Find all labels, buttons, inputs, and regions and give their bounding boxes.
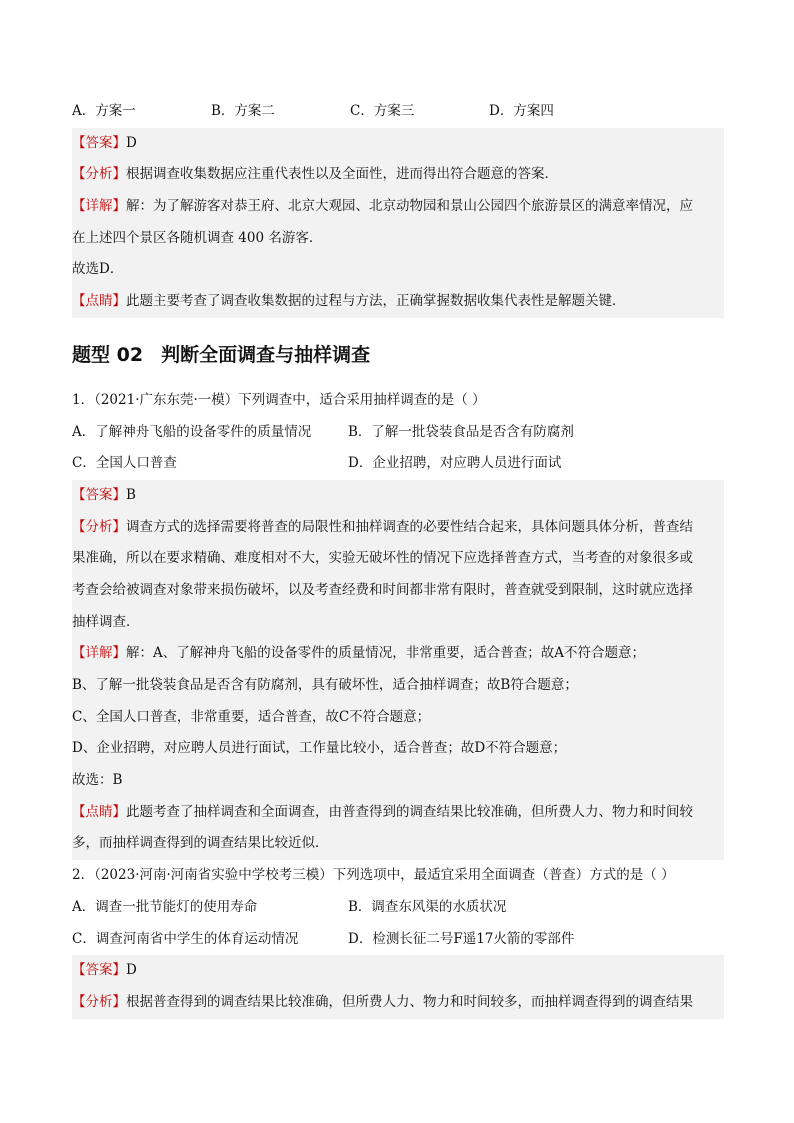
q1-option-b: B．了解一批袋装食品是否含有防腐剂 <box>348 423 574 440</box>
q2-option-b: B．调查东风渠的水质状况 <box>348 898 507 915</box>
q0-analysis: 【分析】根据调查收集数据应注重代表性以及全面性，进而得出符合题意的答案． <box>72 166 558 183</box>
analysis-tag: 【分析】 <box>72 518 126 535</box>
q1-comment-line-1: 【点睛】此题考查了抽样调查和全面调查，由普查得到的调查结果比较准确，但所费人力、物力和时间较 <box>72 803 693 820</box>
q2-analysis-line-1: 【分析】根据普查得到的调查结果比较准确，但所费人力、物力和时间较多，而抽样调查得到的调查结果 <box>72 993 693 1010</box>
q1-options-row-2 <box>72 448 724 480</box>
q1-option-d: D．企业招聘，对应聘人员进行面试 <box>348 455 562 472</box>
q2-option-a: A．调查一批节能灯的使用寿命 <box>72 898 258 915</box>
section-heading <box>72 325 724 385</box>
q2-stem: 2．（2023·河南·河南省实验中学校考三模）下列选项中，最适宜采用全面调查（普查）方式的是（ ） <box>72 867 675 884</box>
q2-answer: 【答案】D <box>72 962 137 979</box>
q2-options-row-2 <box>72 924 724 956</box>
q0-answer: 【答案】D <box>72 134 137 151</box>
q1-solution-box <box>72 480 724 860</box>
section-number: 题型 02 <box>72 343 144 366</box>
comment-tag: 【点睛】 <box>72 803 126 820</box>
q0-solution-box <box>72 128 724 318</box>
answer-tag: 【答案】 <box>72 486 126 503</box>
analysis-tag: 【分析】 <box>72 166 126 183</box>
q1-option-a: A．了解神舟飞船的设备零件的质量情况 <box>72 423 312 440</box>
q2-solution-box <box>72 955 724 1018</box>
q0-comment: 【点睛】此题主要考查了调查收集数据的过程与方法，正确掌握数据收集代表性是解题关键． <box>72 293 626 310</box>
detail-tag: 【详解】 <box>72 645 126 662</box>
q1-answer: 【答案】B <box>72 486 136 503</box>
q0-option-a: A．方案一 <box>72 103 136 119</box>
q0-option-c: C．方案三 <box>350 103 415 119</box>
page-content <box>72 96 724 1019</box>
q0-option-b: B．方案二 <box>211 103 275 119</box>
q1-options-row-1 <box>72 417 724 449</box>
q1-stem: 1．（2021·广东东莞·一模）下列调查中，适合采用抽样调查的是（ ） <box>72 391 486 408</box>
q1-detail-line-3: C、全国人口普查，非常重要，适合普查，故C不符合题意； <box>72 708 431 725</box>
q0-detail-line-2: 在上述四个景区各随机调查 400 名游客． <box>72 229 323 246</box>
analysis-tag: 【分析】 <box>72 993 126 1010</box>
q1-option-c: C．全国人口普查 <box>72 455 177 472</box>
q0-options <box>72 96 724 128</box>
q1-analysis-line-3: 考查会给被调查对象带来损伤破坏，以及考查经费和时间都非常有限时，普查就受到限制，这时就应选择 <box>72 581 693 598</box>
q2-options-row-1 <box>72 892 724 924</box>
q1-analysis-line-2: 果准确，所以在要求精确、难度相对不大，实验无破坏性的情况下应选择普查方式，当考查的对象很多或 <box>72 550 693 567</box>
q0-conclusion: 故选D． <box>72 261 124 278</box>
section-title: 判断全面调查与抽样调查 <box>161 343 371 366</box>
q2-option-c: C．调查河南省中学生的体育运动情况 <box>72 930 299 947</box>
q1-detail-line-1: 【详解】解：A、了解神舟飞船的设备零件的质量情况，非常重要，适合普查；故A不符合题意； <box>72 645 645 662</box>
answer-tag: 【答案】 <box>72 134 126 151</box>
q0-detail-line-1: 【详解】解：为了解游客对恭王府、北京大观园、北京动物园和景山公园四个旅游景区的满意率情况，应 <box>72 198 693 215</box>
q0-option-d: D．方案四 <box>489 103 554 119</box>
q1-detail-line-4: D、企业招聘，对应聘人员进行面试，工作量比较小，适合普查；故D不符合题意； <box>72 740 567 757</box>
q1-detail-line-2: B、了解一批袋装食品是否含有防腐剂，具有破坏性，适合抽样调查；故B符合题意； <box>72 677 578 693</box>
q1-comment-line-2: 多，而抽样调查得到的调查结果比较近似． <box>72 835 329 852</box>
q2-option-d: D．检测长征二号F遥17火箭的零部件 <box>348 930 575 947</box>
q1-analysis-line-4: 抽样调查． <box>72 613 140 630</box>
answer-tag: 【答案】 <box>72 962 126 979</box>
q1-analysis-line-1: 【分析】调查方式的选择需要将普查的局限性和抽样调查的必要性结合起来，具体问题具体分析，普查结 <box>72 518 693 535</box>
detail-tag: 【详解】 <box>72 198 126 215</box>
q1-conclusion: 故选：B <box>72 772 123 789</box>
comment-tag: 【点睛】 <box>72 293 126 310</box>
